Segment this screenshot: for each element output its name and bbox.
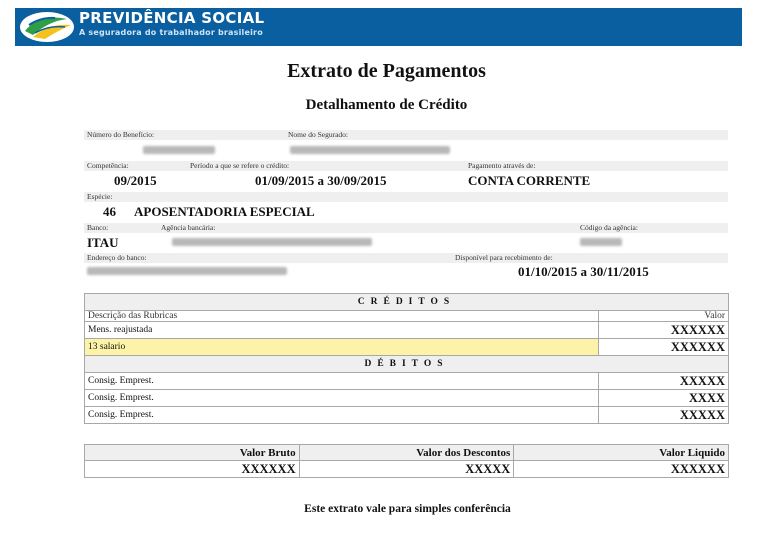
creditos-title: CRÉDITOS (85, 294, 729, 311)
codigo-agencia-redacted (580, 238, 622, 246)
header-banner (15, 8, 742, 46)
label-band-3 (84, 192, 728, 202)
especie-label: Espécie: (87, 192, 113, 201)
debito-valor: XXXXX (599, 373, 729, 390)
especie-value: APOSENTADORIA ESPECIAL (134, 204, 315, 219)
previdencia-logo-icon (19, 11, 76, 43)
banco-value: ITAU (87, 235, 119, 250)
banco-label: Banco: (87, 223, 109, 232)
segurado-label: Nome do Segurado: (288, 130, 348, 139)
col-desc-header: Descrição das Rubricas (85, 311, 599, 322)
debito-desc: Consig. Emprest. (85, 373, 599, 390)
periodo-label: Período a que se refere o crédito: (190, 161, 290, 170)
beneficio-redacted (143, 146, 215, 154)
especie-code: 46 (103, 204, 116, 219)
totals-header-row (85, 445, 729, 461)
debito-valor: XXXXX (599, 407, 729, 424)
credito-desc: 13 salario (85, 339, 599, 356)
periodo-value: 01/09/2015 a 30/09/2015 (255, 173, 387, 188)
beneficio-label: Número do Benefício: (87, 130, 155, 139)
competencia-value: 09/2015 (114, 173, 157, 188)
credito-valor: XXXXXX (599, 322, 729, 339)
agencia-redacted (172, 238, 372, 246)
column-header-row (85, 311, 729, 322)
page-title: Extrato de Pagamentos (287, 60, 486, 82)
table-row (85, 407, 729, 424)
table-row (85, 322, 729, 339)
totals-table (84, 444, 729, 478)
codigo-agencia-label: Código da agência: (580, 223, 638, 232)
pagamento-value: CONTA CORRENTE (468, 173, 591, 188)
valor-bruto-label: Valor Bruto (85, 445, 300, 461)
debitos-title: DÉBITOS (85, 356, 729, 373)
valor-liquido-value: XXXXXX (514, 461, 729, 478)
valor-liquido-label: Valor Liquido (514, 445, 729, 461)
competencia-label: Competência: (87, 161, 129, 170)
debitos-header-row (85, 356, 729, 373)
disponivel-value: 01/10/2015 a 30/11/2015 (518, 264, 649, 279)
agencia-label: Agência bancária: (161, 223, 216, 232)
footer-note: Este extrato vale para simples conferência (304, 503, 511, 515)
pagamento-label: Pagamento através de: (468, 161, 536, 170)
page-subtitle: Detalhamento de Crédito (305, 97, 468, 113)
label-band-5 (84, 253, 728, 263)
rubricas-table (84, 293, 729, 424)
label-band-2 (84, 161, 728, 171)
credito-desc: Mens. reajustada (85, 322, 599, 339)
debito-desc: Consig. Emprest. (85, 407, 599, 424)
valor-bruto-value: XXXXXX (85, 461, 300, 478)
brand-tagline: A seguradora do trabalhador brasileiro (79, 28, 263, 37)
valor-descontos-label: Valor dos Descontos (299, 445, 514, 461)
segurado-redacted (290, 146, 450, 154)
label-band-1 (84, 130, 728, 140)
endereco-redacted (87, 267, 287, 275)
creditos-header-row (85, 294, 729, 311)
totals-value-row (85, 461, 729, 478)
table-row (85, 373, 729, 390)
table-row (85, 390, 729, 407)
disponivel-label: Disponível para recebimento de: (455, 253, 553, 262)
debito-desc: Consig. Emprest. (85, 390, 599, 407)
table-row (85, 339, 729, 356)
brand-name: PREVIDÊNCIA SOCIAL (79, 9, 265, 27)
endereco-label: Endereço do banco: (87, 253, 147, 262)
col-valor-header: Valor (599, 311, 729, 322)
credito-valor: XXXXXX (599, 339, 729, 356)
valor-descontos-value: XXXXX (299, 461, 514, 478)
debito-valor: XXXX (599, 390, 729, 407)
